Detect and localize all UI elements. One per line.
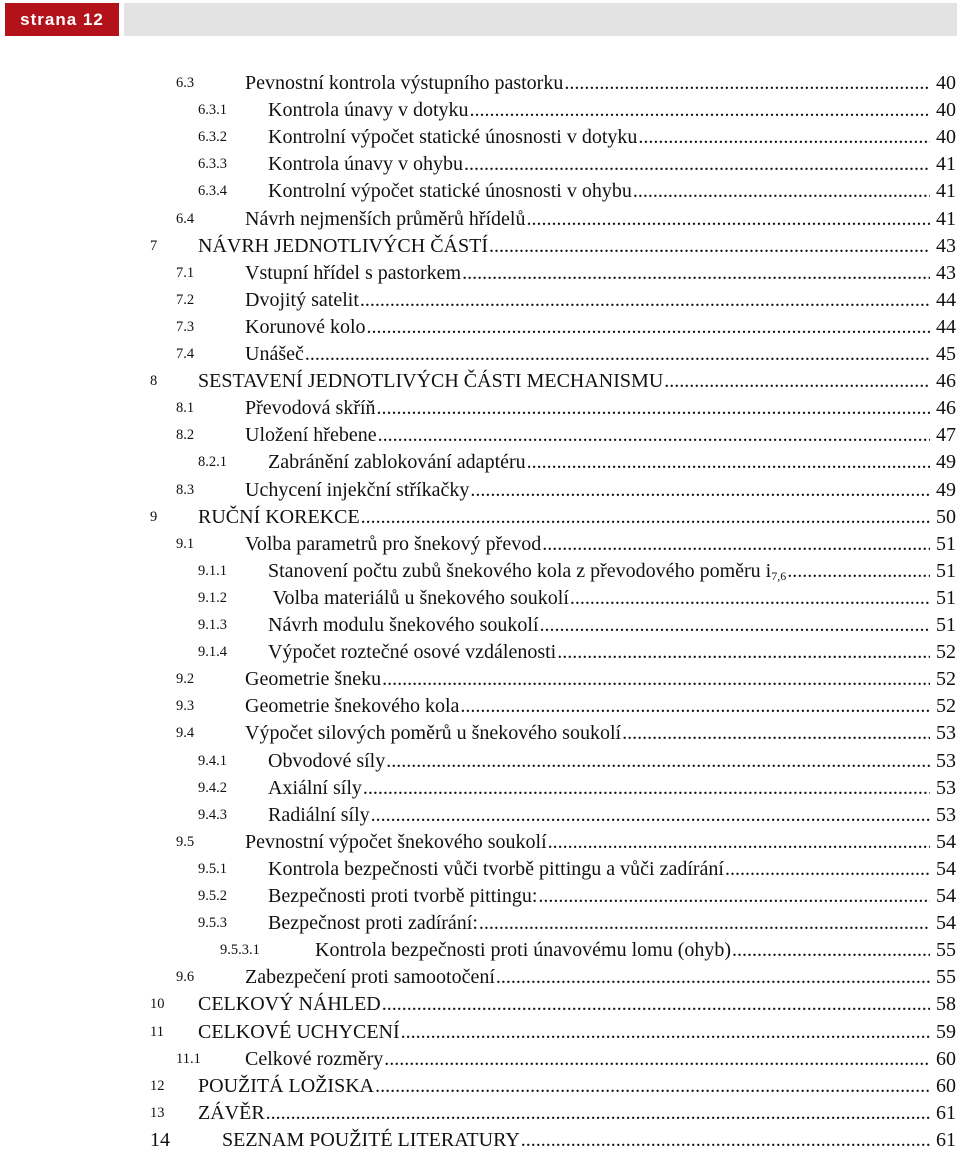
toc-entry-number: 6.4 [176,210,195,227]
toc-entry-title [245,531,541,558]
toc-entry[interactable] [0,666,960,693]
toc-entry-number: 9.5.3.1 [220,942,260,959]
header-bar [124,3,957,36]
toc-entry-title-text: Uložení hřebene [245,424,377,447]
toc-entry-title-text: Axiální síly [268,776,362,799]
toc-entry-page: 41 [936,180,956,203]
toc-entry-page: 44 [936,288,956,311]
toc-entry-title [268,585,569,612]
toc-entry[interactable] [0,151,960,178]
toc-entry-title-text: Volba parametrů pro šnekový převod [245,532,542,555]
toc-entry-title-text: Kontrola bezpečnosti proti únavovému lomu (ohyb) [315,939,732,962]
toc-entry[interactable] [0,504,960,531]
toc-entry[interactable] [0,720,960,747]
toc-entry-title [245,829,547,856]
toc-entry[interactable] [0,910,960,937]
toc-entry-page: 58 [936,993,956,1016]
toc-entry-title-text: RUČNÍ KOREKCE [198,505,360,528]
toc-entry-page: 53 [936,776,956,799]
toc-entry[interactable] [0,937,960,964]
toc-entry[interactable] [0,585,960,612]
toc-entry[interactable] [0,531,960,558]
toc-entry-page: 60 [936,1047,956,1070]
toc-dot-leader [479,910,930,937]
toc-entry-title [245,206,525,233]
toc-entry-number: 12 [150,1077,165,1094]
toc-entry-title [268,856,724,883]
toc-entry-page: 54 [936,912,956,935]
toc-entry[interactable] [0,775,960,802]
toc-dot-leader [489,233,930,260]
toc-entry[interactable] [0,1046,960,1073]
page-number-tab: strana 12 [5,3,119,36]
toc-entry-title-text: POUŽITÁ LOŽISKA [198,1074,375,1097]
toc-entry-page: 46 [936,397,956,420]
toc-entry-number: 7.3 [176,318,195,335]
toc-entry-title [198,233,488,260]
toc-entry-number: 7.4 [176,346,195,362]
toc-entry-title [268,802,370,829]
toc-entry-page: 47 [936,424,956,447]
toc-entry[interactable] [0,1127,960,1154]
toc-entry-title [245,666,381,693]
toc-entry-title [245,341,304,368]
toc-dot-leader [732,937,930,964]
toc-dot-leader [305,341,930,368]
toc-entry[interactable] [0,449,960,476]
toc-entry[interactable] [0,612,960,639]
toc-entry[interactable] [0,558,960,585]
toc-dot-leader [377,395,930,422]
toc-entry-page: 52 [936,695,956,718]
toc-entry[interactable] [0,395,960,422]
toc-entry-title [198,991,381,1018]
toc-entry-title [245,477,469,504]
toc-entry-title-text: Dvojitý satelit [245,288,359,311]
toc-entry-number: 9.5.1 [198,860,227,877]
toc-entry[interactable] [0,287,960,314]
toc-entry-title-text: CELKOVÉ UCHYCENÍ [198,1020,400,1043]
toc-entry-number: 8.2.1 [198,454,227,471]
toc-entry-title [198,1073,374,1100]
toc-entry-title-text: Pevnostní výpočet šnekového soukolí [245,830,547,853]
toc-dot-leader [664,368,930,395]
toc-entry-page: 51 [936,559,956,582]
toc-entry-page: 43 [936,234,956,257]
toc-entry-title-text: Radiální síly [268,803,370,826]
toc-entry-page: 52 [936,641,956,664]
toc-entry-title [245,70,563,97]
toc-entry-title [315,937,731,964]
toc-entry-page: 61 [936,1128,956,1151]
toc-dot-leader [638,124,930,151]
toc-entry[interactable] [0,368,960,395]
toc-dot-leader [386,748,930,775]
toc-entry-number: 9.4.3 [198,806,227,823]
toc-entry-page: 59 [936,1020,956,1043]
toc-entry[interactable] [0,477,960,504]
toc-entry-page: 60 [936,1074,956,1097]
toc-entry-number: 9.5 [176,833,195,850]
toc-entry-number: 9.3 [176,698,195,715]
toc-entry-number: 9.5.3 [198,915,227,932]
toc-entry-title-text: Stanovení počtu zubů šnekového kola z převodového poměru i [268,559,772,582]
toc-entry-number: 8.1 [176,400,195,417]
toc-entry-number: 8.2 [176,427,195,444]
toc-entry-title [245,1046,383,1073]
toc-entry-number: 7 [150,237,158,254]
toc-dot-leader [725,856,930,883]
toc-entry-number: 9.4.2 [198,779,227,796]
toc-entry-number: 6.3.2 [198,129,227,146]
toc-entry-title-text: Výpočet silových poměrů u šnekového soukolí [245,722,622,745]
toc-dot-leader [367,314,930,341]
toc-entry-title-text: Kontrola únavy v ohybu [268,153,463,176]
toc-entry-title [245,422,377,449]
toc-entry-title-text: Volba materiálů u šnekového soukolí [268,586,569,609]
toc-dot-leader [527,449,930,476]
toc-dot-leader [540,612,930,639]
toc-entry-page: 41 [936,207,956,230]
toc-entry-title-text: Návrh modulu šnekového soukolí [268,614,539,636]
toc-entry-page: 53 [936,722,956,745]
toc-entry-title-text: Unášeč [245,343,304,365]
toc-entry-title [268,558,786,585]
toc-entry-number: 14 [150,1128,170,1151]
toc-entry-title-text: ZÁVĚR [198,1101,265,1124]
toc-dot-leader [470,477,930,504]
toc-entry-number: 9.1 [176,535,195,552]
toc-entry-number: 9.4.1 [198,752,227,769]
toc-dot-leader [496,964,930,991]
toc-entry-title-text: NÁVRH JEDNOTLIVÝCH ČÁSTÍ [198,234,488,257]
toc-entry-title-text: Kontrola únavy v dotyku [268,99,469,122]
toc-entry-number: 9 [150,508,158,525]
toc-entry[interactable] [0,802,960,829]
toc-entry-page: 55 [936,966,956,989]
toc-entry-number: 9.1.1 [198,562,227,579]
toc-dot-leader [382,666,930,693]
toc-entry-title [245,287,359,314]
toc-dot-leader [266,1100,930,1127]
toc-entry-page: 51 [936,614,956,636]
toc-entry[interactable] [0,748,960,775]
toc-entry-title [198,368,663,395]
toc-entry-title [268,178,632,205]
toc-entry-title [198,504,360,531]
toc-entry[interactable] [0,422,960,449]
toc-dot-leader [460,693,930,720]
toc-entry-page: 40 [936,99,956,122]
toc-entry-title-text: Kontrolní výpočet statické únosnosti v dotyku [268,126,638,149]
toc-dot-leader [361,504,930,531]
toc-entry[interactable] [0,260,960,287]
toc-entry-page: 51 [936,586,956,609]
toc-dot-leader [470,97,930,124]
toc-entry[interactable] [0,206,960,233]
toc-entry-number: 7.1 [176,264,195,281]
toc-dot-leader [548,829,930,856]
toc-entry-title-text: Zabránění zablokování adaptéru [268,451,526,474]
toc-dot-leader [382,991,930,1018]
toc-entry[interactable] [0,1019,960,1046]
toc-entry-title [198,1019,400,1046]
toc-entry-number: 9.6 [176,969,195,986]
toc-entry-title [222,1127,520,1154]
toc-dot-leader [570,585,930,612]
toc-entry-number: 7.2 [176,291,195,308]
toc-entry-page: 44 [936,315,956,338]
toc-entry[interactable] [0,341,960,368]
toc-entry-page: 54 [936,857,956,880]
toc-entry-title [198,1100,265,1127]
toc-entry-number: 11 [150,1023,164,1040]
toc-dot-leader [564,70,930,97]
toc-entry[interactable] [0,639,960,666]
toc-entry-title [245,964,495,991]
toc-entry-page: 61 [936,1101,956,1124]
toc-dot-leader [371,802,930,829]
toc-entry-title-text: Vstupní hřídel s pastorkem [245,261,462,284]
toc-entry-page: 49 [936,478,956,501]
toc-entry-title [245,314,366,341]
toc-entry-page: 52 [936,668,956,691]
toc-dot-leader [378,422,930,449]
toc-dot-leader [462,260,930,287]
toc-entry-title-text: Bezpečnost proti zadírání: [268,912,478,935]
toc-entry-number: 8.3 [176,481,195,498]
toc-entry-number: 13 [150,1104,165,1121]
toc-entry-page: 41 [936,153,956,176]
toc-entry-number: 9.1.3 [198,617,227,633]
toc-entry-title-text: Výpočet roztečné osové vzdálenosti [268,641,557,664]
toc-entry-title [268,775,362,802]
toc-entry-page: 46 [936,370,956,393]
toc-entry-number: 9.2 [176,671,195,688]
toc-dot-leader [401,1019,930,1046]
toc-entry[interactable] [0,1100,960,1127]
toc-dot-leader [542,531,930,558]
toc-entry-page: 54 [936,830,956,853]
toc-entry-title-text: Geometrie šnekového kola [245,695,460,718]
toc-entry-title-text: Uchycení injekční stříkačky [245,478,470,501]
toc-dot-leader [557,639,930,666]
toc-entry-title-text: Zabezpečení proti samootočení [245,966,495,989]
toc-dot-leader [787,558,930,585]
toc-entry-page: 53 [936,749,956,772]
toc-entry-title [245,395,376,422]
toc-entry-page: 40 [936,126,956,149]
toc-entry-title-text: Korunové kolo [245,315,366,338]
toc-entry-title-text: Pevnostní kontrola výstupního pastorku [245,72,564,94]
toc-entry-title [268,124,637,151]
toc-dot-leader [360,287,930,314]
toc-entry[interactable] [0,856,960,883]
toc-entry-number: 9.4 [176,725,195,742]
toc-entry-page: 50 [936,505,956,528]
toc-entry-title-text: Obvodové síly [268,749,386,772]
toc-entry[interactable] [0,314,960,341]
toc-entry-page: 54 [936,885,956,907]
toc-entry[interactable] [0,693,960,720]
toc-entry-title [268,910,478,937]
toc-entry-title-text: Návrh nejmenších průměrů hřídelů [245,207,526,230]
toc-entry[interactable] [0,124,960,151]
toc-entry-number: 9.1.2 [198,589,227,606]
toc-entry-number: 8 [150,373,158,390]
toc-entry-page: 45 [936,343,956,365]
toc-entry-title [245,720,621,747]
toc-entry[interactable] [0,883,960,910]
toc-entry-title [268,748,385,775]
toc-entry-number: 9.5.2 [198,888,227,904]
toc-dot-leader [384,1046,930,1073]
toc-entry[interactable] [0,964,960,991]
toc-entry-subscript: 7,6 [771,568,787,583]
toc-entry-number: 10 [150,996,165,1013]
toc-entry-title-text: SESTAVENÍ JEDNOTLIVÝCH ČÁSTI MECHANISMU [198,370,664,393]
toc-entry[interactable] [0,97,960,124]
toc-dot-leader [622,720,930,747]
toc-entry-title-text: Kontrola bezpečnosti vůči tvorbě pittingu a vůči zadírání [268,857,724,880]
toc-entry[interactable] [0,178,960,205]
toc-entry-title [245,693,459,720]
toc-entry-title-text: Bezpečnosti proti tvorbě pittingu: [268,885,538,907]
toc-entry-title [268,612,539,639]
toc-dot-leader [521,1127,930,1154]
toc-entry-title [268,883,537,910]
toc-entry-page: 40 [936,72,956,94]
toc-entry-title-text: Celkové rozměry [245,1047,384,1070]
toc-entry-title [268,97,469,124]
toc-entry[interactable] [0,1073,960,1100]
toc-entry-page: 43 [936,261,956,284]
toc-entry-number: 6.3 [176,75,195,91]
toc-entry[interactable] [0,70,960,97]
toc-entry-title [268,151,463,178]
toc-entry-title-text: CELKOVÝ NÁHLED [198,993,381,1016]
toc-dot-leader [375,1073,930,1100]
toc-entry-title [268,639,556,666]
toc-entry[interactable] [0,991,960,1018]
toc-entry-title-text: Kontrolní výpočet statické únosnosti v ohybu [268,180,632,203]
toc-entry-title [268,449,526,476]
toc-entry-page: 51 [936,532,956,555]
toc-entry-number: 6.3.3 [198,156,227,173]
toc-entry-title [245,260,461,287]
toc-entry-title-text: Geometrie šneku [245,668,382,691]
toc-entry-page: 55 [936,939,956,962]
toc-entry-number: 9.1.4 [198,644,227,661]
toc-dot-leader [464,151,930,178]
toc-entry-number: 6.3.1 [198,102,227,119]
toc-entry-title-text: SEZNAM POUŽITÉ LITERATURY [222,1128,520,1151]
toc-entry[interactable] [0,233,960,260]
toc-dot-leader [538,883,930,910]
toc-dot-leader [526,206,930,233]
toc-entry-title-text: Převodová skříň [245,397,376,420]
toc-entry-number: 11.1 [176,1050,201,1067]
toc-entry-page: 53 [936,803,956,826]
toc-dot-leader [363,775,930,802]
toc-entry-number: 6.3.4 [198,183,227,200]
toc-entry[interactable] [0,829,960,856]
toc-entry-page: 49 [936,451,956,474]
toc-dot-leader [633,178,930,205]
